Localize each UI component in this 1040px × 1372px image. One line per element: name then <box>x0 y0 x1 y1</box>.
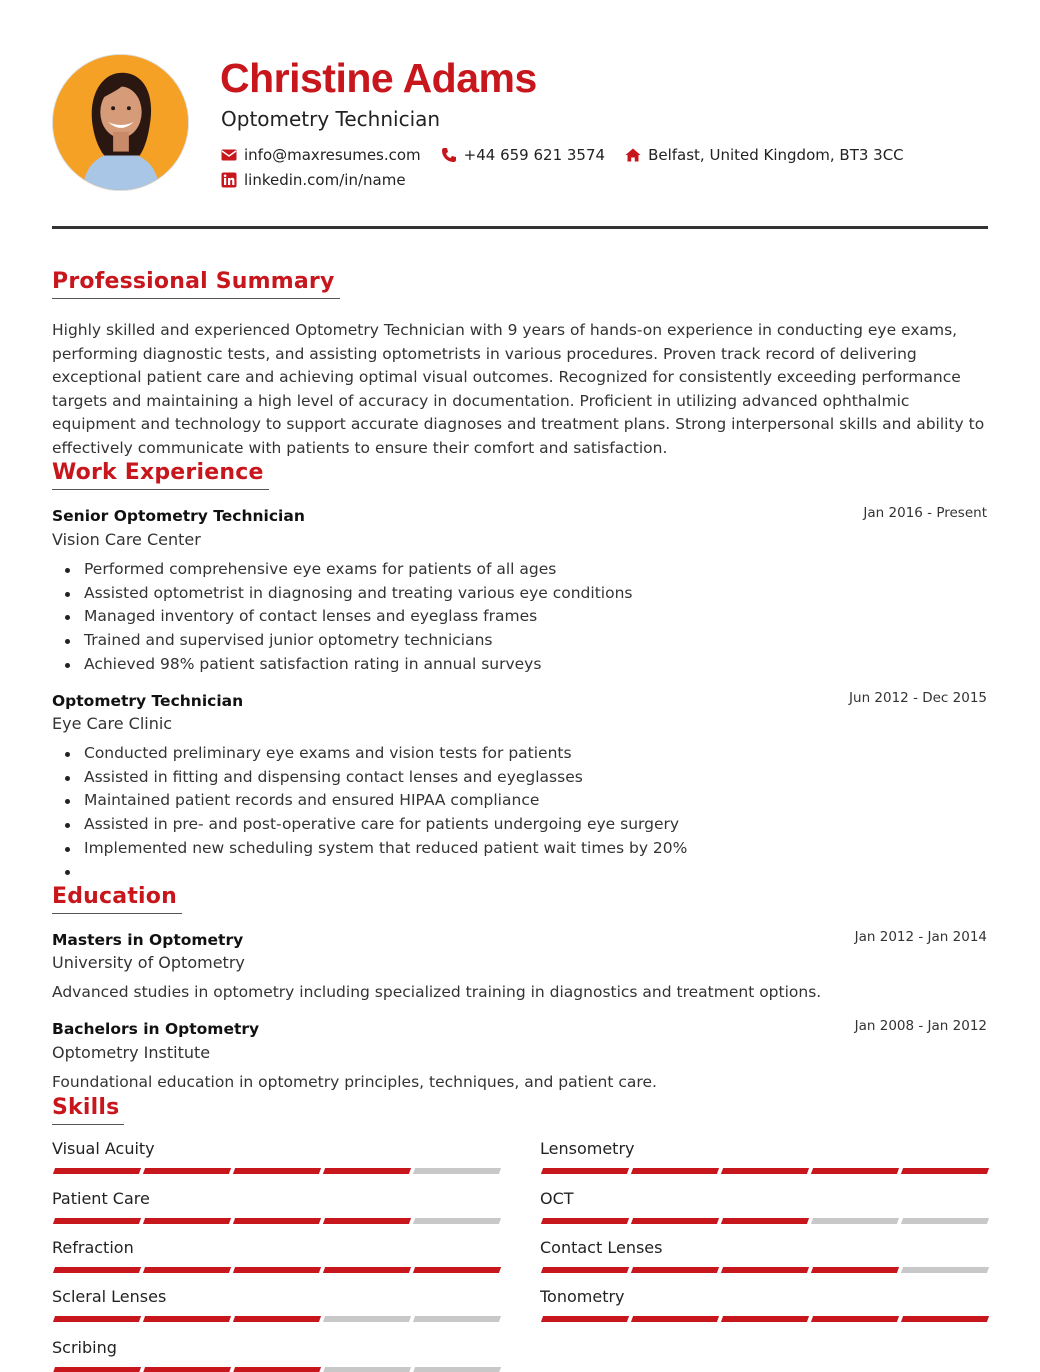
skill-level-segment <box>143 1218 231 1224</box>
skill-level-bar <box>54 1218 501 1224</box>
contact-row-secondary <box>221 170 426 190</box>
skill-level-segment <box>413 1168 501 1174</box>
resume-header <box>52 54 988 194</box>
skill-level-segment <box>233 1168 321 1174</box>
skill-level-segment <box>233 1267 321 1273</box>
skill-level-bar <box>54 1267 501 1273</box>
skill-level-bar <box>542 1316 989 1322</box>
bullet-item: Trained and supervised junior optometry technicians <box>84 629 984 653</box>
section-title-education: Education <box>52 883 182 914</box>
skill-label: Visual Acuity <box>52 1139 155 1158</box>
skill-level-segment <box>811 1267 899 1273</box>
contact-location <box>625 145 904 165</box>
job-dates: Jan 2016 - Present <box>863 505 987 521</box>
profile-photo-image <box>53 55 188 190</box>
skill-level-segment <box>631 1218 719 1224</box>
phone-text: +44 659 621 3574 <box>463 146 606 164</box>
profile-photo <box>52 54 189 191</box>
skill-level-bar <box>54 1367 501 1372</box>
bullet-item: Assisted in pre- and post-operative care for patients undergoing eye surgery <box>84 813 984 837</box>
bullet-item: Assisted in fitting and dispensing contact lenses and eyeglasses <box>84 766 984 790</box>
skill-label: Patient Care <box>52 1189 150 1208</box>
contact-email[interactable] <box>221 145 421 165</box>
skill-level-segment <box>323 1367 411 1372</box>
phone-icon <box>441 147 457 163</box>
skill-level-segment <box>323 1316 411 1322</box>
skill-level-segment <box>631 1168 719 1174</box>
skill-level-bar <box>542 1267 989 1273</box>
bullet-item: Managed inventory of contact lenses and eyeglass frames <box>84 605 984 629</box>
education-dates: Jan 2008 - Jan 2012 <box>854 1018 987 1034</box>
skill-level-segment <box>53 1267 141 1273</box>
skill-level-bar <box>542 1218 989 1224</box>
school-name: University of Optometry <box>52 953 245 972</box>
bullet-item: Achieved 98% patient satisfaction rating in annual surveys <box>84 653 984 677</box>
job-organization: Vision Care Center <box>52 530 201 549</box>
linkedin-icon <box>221 172 237 188</box>
skill-level-segment <box>811 1218 899 1224</box>
skill-label: Scleral Lenses <box>52 1287 167 1306</box>
skill-level-bar <box>54 1316 501 1322</box>
skill-level-segment <box>901 1267 989 1273</box>
education-dates: Jan 2012 - Jan 2014 <box>854 929 987 945</box>
home-icon <box>625 147 641 163</box>
skill-level-bar <box>54 1168 501 1174</box>
skill-level-segment <box>143 1267 231 1273</box>
section-title-experience: Work Experience <box>52 459 269 490</box>
skill-level-segment <box>53 1168 141 1174</box>
job-bullets <box>84 558 984 676</box>
bullet-item <box>84 860 984 884</box>
skill-label: Tonometry <box>540 1287 625 1306</box>
bullet-item: Maintained patient records and ensured HIPAA compliance <box>84 789 984 813</box>
bullet-item: Conducted preliminary eye exams and vision tests for patients <box>84 742 984 766</box>
skill-level-segment <box>143 1168 231 1174</box>
candidate-name: Christine Adams <box>220 55 537 101</box>
skill-level-segment <box>413 1267 501 1273</box>
skill-level-segment <box>811 1316 899 1322</box>
skill-level-segment <box>541 1267 629 1273</box>
skill-label: Lensometry <box>540 1139 635 1158</box>
skill-level-segment <box>233 1218 321 1224</box>
education-description: Foundational education in optometry principles, techniques, and patient care. <box>52 1073 657 1091</box>
skill-label: OCT <box>540 1189 574 1208</box>
degree-title: Bachelors in Optometry <box>52 1020 260 1038</box>
section-title-skills: Skills <box>52 1094 124 1125</box>
skill-level-segment <box>721 1316 809 1322</box>
skill-label: Contact Lenses <box>540 1238 663 1257</box>
job-title: Senior Optometry Technician <box>52 507 305 525</box>
skill-label: Scribing <box>52 1338 117 1357</box>
education-description: Advanced studies in optometry including specialized training in diagnostics and treatment options. <box>52 983 822 1001</box>
skill-level-segment <box>323 1168 411 1174</box>
skill-level-segment <box>721 1267 809 1273</box>
skill-level-segment <box>143 1367 231 1372</box>
summary-text: Highly skilled and experienced Optometry Technician with 9 years of hands-on experience in conducting eye exams, performing diagnostic tests, and assisting optometrists in various procedures. Proven track record of delivering exceptional patient care and achieving optimal visual outcomes. Recognized for consistently exceeding performance targets and maintaining a high level of accuracy in documentation. Proficient in utilizing advanced ophthalmic equipment and technology to support accurate diagnoses and treatment plans. Strong interpersonal skills and ability to effectively communicate with patients to ensure their comfort and satisfaction. <box>52 321 985 457</box>
skill-level-bar <box>542 1168 989 1174</box>
job-organization: Eye Care Clinic <box>52 714 173 733</box>
bullet-item: Performed comprehensive eye exams for patients of all ages <box>84 558 984 582</box>
school-name: Optometry Institute <box>52 1043 211 1062</box>
skill-label: Refraction <box>52 1238 134 1257</box>
skill-level-segment <box>413 1218 501 1224</box>
degree-title: Masters in Optometry <box>52 931 244 949</box>
skill-level-segment <box>631 1267 719 1273</box>
skill-level-segment <box>323 1218 411 1224</box>
job-title: Optometry Technician <box>52 692 244 710</box>
skill-level-segment <box>811 1168 899 1174</box>
skill-level-segment <box>901 1316 989 1322</box>
skill-level-segment <box>631 1316 719 1322</box>
contact-row-primary <box>221 145 924 165</box>
skill-level-segment <box>721 1168 809 1174</box>
skill-level-segment <box>413 1316 501 1322</box>
contact-phone[interactable] <box>441 145 605 165</box>
skill-level-segment <box>541 1218 629 1224</box>
envelope-icon <box>221 147 237 163</box>
skill-level-segment <box>541 1316 629 1322</box>
skill-level-segment <box>53 1316 141 1322</box>
skill-level-segment <box>901 1218 989 1224</box>
bullet-item: Implemented new scheduling system that reduced patient wait times by 20% <box>84 837 984 861</box>
skill-level-segment <box>233 1367 321 1372</box>
job-bullets <box>84 742 984 884</box>
linkedin-text: linkedin.com/in/name <box>244 171 406 189</box>
skill-level-segment <box>901 1168 989 1174</box>
header-divider <box>52 226 988 229</box>
location-text: Belfast, United Kingdom, BT3 3CC <box>648 146 904 164</box>
skill-level-segment <box>323 1267 411 1273</box>
skill-level-segment <box>233 1316 321 1322</box>
job-dates: Jun 2012 - Dec 2015 <box>849 690 987 706</box>
candidate-role: Optometry Technician <box>221 107 441 131</box>
skill-level-segment <box>413 1367 501 1372</box>
contact-linkedin[interactable] <box>221 170 406 190</box>
skill-level-segment <box>143 1316 231 1322</box>
skill-level-segment <box>721 1218 809 1224</box>
skill-level-segment <box>53 1367 141 1372</box>
email-text: info@maxresumes.com <box>244 146 421 164</box>
skill-level-segment <box>53 1218 141 1224</box>
skill-level-segment <box>541 1168 629 1174</box>
bullet-item: Assisted optometrist in diagnosing and treating various eye conditions <box>84 582 984 606</box>
section-title-summary: Professional Summary <box>52 268 340 299</box>
